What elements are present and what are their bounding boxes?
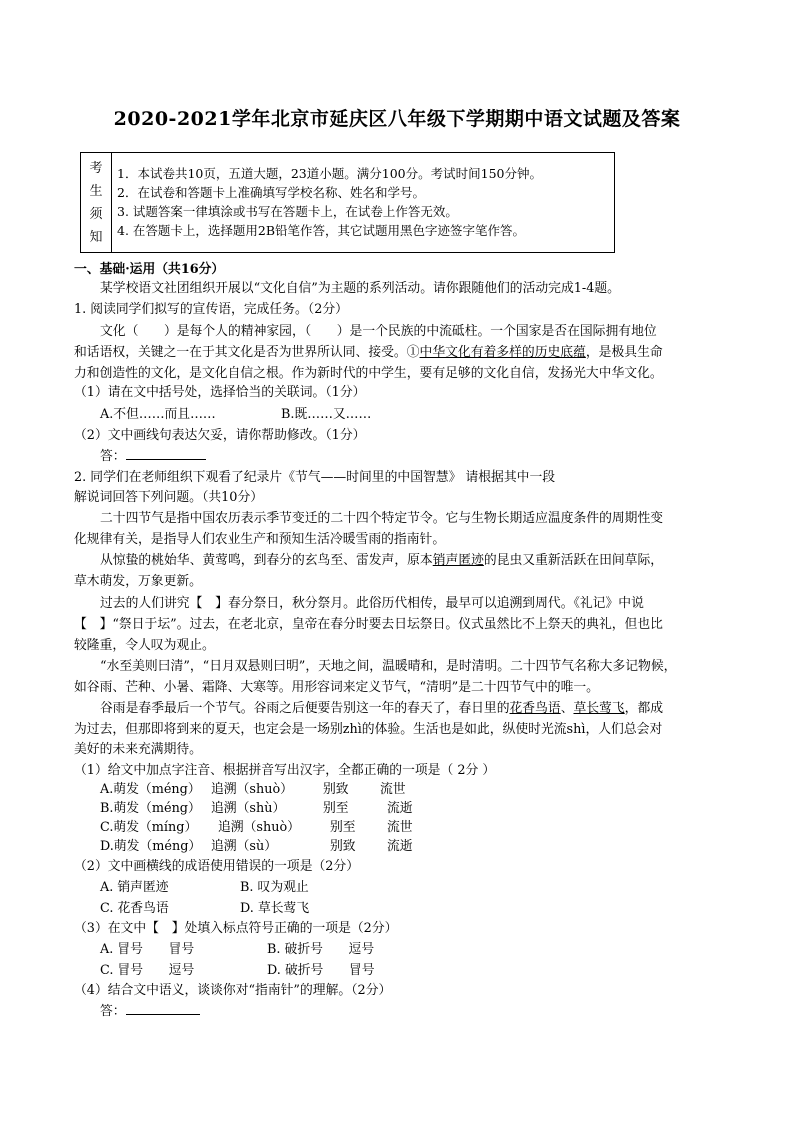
notice-label-char: 生 [89,184,103,199]
idiom-underlined: 销声匿迹 [432,553,484,568]
q2-sub1: （1）给文中加点字注音、根据拼音写出汉字，全都正确的一项是（ 2分 ） [74,763,496,778]
q2-s3-option: D. 破折号 冒号 [267,963,375,978]
q2-s1-option: 追溯（shù） [211,801,286,816]
q1-text-line: 文化（ ）是每个人的精神家园，（ ）是一个民族的中流砥柱。一个国家是否在国际拥有地位 [100,324,657,339]
q2-text-line: 美好的未来充满期待。 [74,742,202,757]
q2-s3-option: B. 破折号 逗号 [267,942,375,957]
notice-item: 3. 试题答案一律填涂或书写在答题卡上，在试卷上作答无效。 [117,204,458,219]
q2-s1-option: 追溯（shuò） [211,782,293,797]
q2-text-line: 如谷雨、芒种、小暑、霜降、大寒等。用形容词来定义节气，“清明”是二十四节气中的唯一。 [74,680,599,695]
q2-text-line: 较隆重，令人叹为观止。 [74,638,215,653]
q2-text-line: 草木萌发，万象更新。 [74,574,202,589]
q2-s1-option: 别至 [330,820,356,835]
idiom-underlined: 草长莺飞 [573,701,625,716]
q2-sub2: （2）文中画横线的成语使用错误的一项是（2分） [74,859,360,874]
notice-item: 4. 在答题卡上，选择题用2B铅笔作答，其它试题用黑色字迹签字笔作答。 [117,223,526,238]
q2-sub3: （3）在文中【 】处填入标点符号正确的一项是（2分） [74,921,398,936]
notice-item: 1．本试卷共10页，五道大题，23道小题。满分100分。考试时间150分钟。 [117,166,542,181]
notice-label-char: 须 [89,207,103,222]
q1-sub1: （1）请在文中括号处，选择恰当的关联词。（1分） [74,385,366,400]
q2-text-line: 为过去，但那即将到来的夏天，也定会是一场别zhì的体验。生活也是如此，纵使时光流shì，人们总会对 [74,722,663,737]
q2-s2-option: C. 花香鸟语 [100,901,169,916]
q1-option-b: B.既……又…… [281,407,372,422]
q2-s1-option: 追溯（shuò） [218,820,300,835]
q2-text-line: 【 】“祭日于坛”。过去，在老北京，皇帝在春分时要去日坛祭日。仪式虽然比不上祭天的典礼，但也比 [74,617,663,632]
page-title: 2020-2021学年北京市延庆区八年级下学期期中语文试题及答案 [113,108,681,130]
q2-s1-option: 别致 [323,782,349,797]
q2-text-line: 谷雨是春季最后一个节气。谷雨之后便要告别这一年的春天了，春日里的花香鸟语、草长莺飞，都成 [100,701,664,716]
q2-s3-option: C. 冒号 逗号 [100,963,195,978]
notice-label-char: 知 [89,230,103,245]
q1-stem: 1. 阅读同学们拟写的宣传语，完成任务。（2分） [74,302,348,317]
answer-blank [126,1002,200,1015]
q1-underlined-sentence: 中华文化有着多样的历史底蕴 [419,345,586,360]
q2-s1-option: 流逝 [387,839,413,854]
q2-s1-option: 流逝 [387,801,413,816]
q1-text-line: 和话语权，关键之一在于其文化是否为世界所认同、接受。①中华文化有着多样的历史底蕴，是极具生命 [74,345,663,360]
q2-text-line: 二十四节气是指中国农历表示季节变迁的二十四个特定节令。它与生物长期适应温度条件的周期性变 [100,511,664,526]
q2-stem: 2. 同学们在老师组织下观看了纪录片《节气——时间里的中国智慧》 请根据其中一段 [74,470,556,485]
q2-s1-option: 追溯（sù） [211,839,277,854]
q2-s1-option: A.萌发（méng） [100,782,201,797]
q2-s1-option: C.萌发（míng） [100,820,198,835]
q1-sub2: （2）文中画线句表达欠妥，请你帮助修改。（1分） [74,428,366,443]
q2-s1-option: 流世 [380,782,406,797]
q1-option-a: A.不但……而且…… [100,407,216,422]
notice-label-column [81,153,112,252]
q2-text-line: 化规律有关，是指导人们农业生产和预知生活冷暖雪雨的指南针。 [74,532,446,547]
q2-s1-option: 别至 [323,801,349,816]
section-heading: 一、基础·运用（共16分） [74,262,225,277]
q2-text-line: 从惊蛰的桃始华、黄莺鸣，到春分的玄鸟至、雷发声，原本销声匿迹的昆虫又重新活跃在田间草际， [100,553,664,568]
q2-s1-option: B.萌发（méng） [100,801,201,816]
q2-answer-line: 答： [100,1000,200,1019]
q2-sub4: （4）结合文中语义，谈谈你对“指南针”的理解。（2分） [74,983,392,998]
answer-blank [126,447,206,460]
q2-s2-option: A. 销声匿迹 [100,880,169,895]
q2-stem: 解说词回答下列问题。（共10分） [74,490,264,505]
q2-s1-option: 流世 [387,820,413,835]
notice-item: 2．在试卷和答题卡上准确填写学校名称、姓名和学号。 [117,185,425,200]
idiom-underlined: 花香鸟语 [509,701,561,716]
q2-s2-option: D. 草长莺飞 [240,901,310,916]
q2-s3-option: A. 冒号 冒号 [100,942,195,957]
q2-s1-option: D.萌发（méng） [100,839,202,854]
q2-s2-option: B. 叹为观止 [240,880,309,895]
q2-text-line: 过去的人们讲究【 】春分祭日，秋分祭月。此俗历代相传，最早可以追溯到周代。《礼记》中说 [100,596,644,611]
q1-text-line: 力和创造性的文化，是文化自信之根。作为新时代的中学生，要有足够的文化自信，发扬光大中华文化。 [74,366,663,381]
q2-s1-option: 别致 [330,839,356,854]
q2-text-line: “水至美则曰清”，“日月双悬则曰明”，天地之间，温暖晴和，是时清明。二十四节气名称大多记物候， [100,659,677,674]
q1-answer-line: 答： [100,445,206,464]
section-intro: 某学校语文社团组织开展以“文化自信”为主题的系列活动。请你跟随他们的活动完成1-4题。 [100,281,620,296]
exam-notice-box [80,152,615,253]
notice-label-char: 考 [89,161,103,176]
